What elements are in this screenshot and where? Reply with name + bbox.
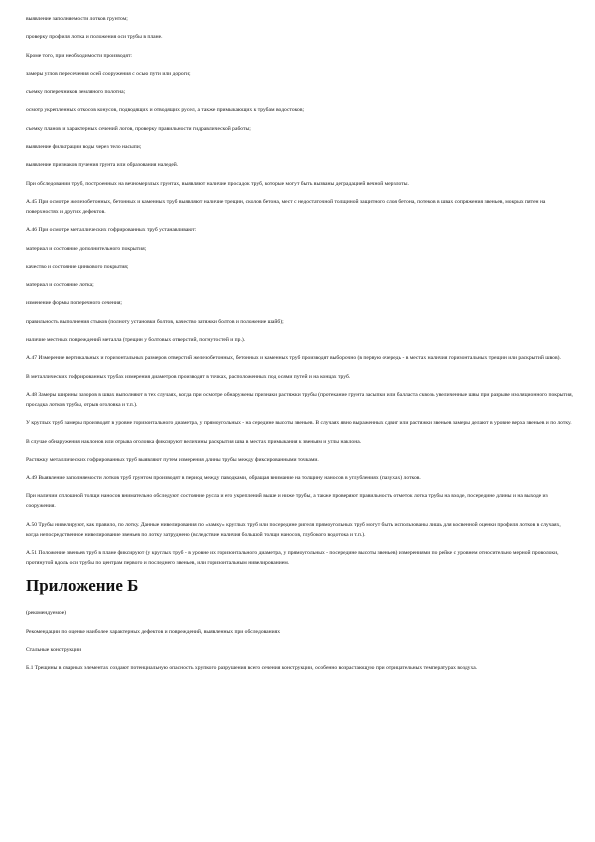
paragraph: выявление фильтрации воды через тело насыпи; <box>26 144 142 151</box>
paragraph: съемку поперечников земляного полотна; <box>26 89 126 96</box>
paragraph: А.50 Трубы нивелируют, как правило, по лотку. Данные нивелирования по «замку» круглых труб или посередине ригеля прямоугольных труб могут быть использованы лишь для косвенной оценки профиля лотков в случаях, когда непосредственное нивелирование звеньев по лотку затруднено (вследствие наличия большой толщи наносов, глубокого водотока и т.п.). <box>26 521 561 538</box>
paragraph: материал и состояние лотка; <box>26 282 94 289</box>
paragraph: наличие местных повреждений металла (трещин у болтовых отверстий, погнутостей и пр.). <box>26 337 246 344</box>
paragraph: качество и состояние цинкового покрытия; <box>26 263 129 270</box>
paragraph: замеры углов пересечения осей сооружения с осью пути или дороги; <box>26 70 191 77</box>
paragraph: (рекомендуемое) <box>26 610 67 617</box>
appendix-a-text <box>26 14 574 568</box>
paragraph: А.49 Выявление заполняемости лотков труб грунтом производят в период между паводками, обращая внимание на толщину наносов в углублениях (пазухах) лотков. <box>26 475 421 482</box>
paragraph: материал и состояние дополнительного покрытия; <box>26 245 147 252</box>
paragraph: У круглых труб замеры производят в уровне горизонтального диаметра, у прямоугольных - на середине высоты звеньев. В случаях явно выраженных сдвиг или растяжки звеньев замеры делают в уровне верха звеньев и по лотку. <box>26 420 572 427</box>
paragraph: съемку планов и характерных сечений логов, проверку правильности гидравлической работы; <box>26 125 251 132</box>
appendix-b-text <box>26 608 574 673</box>
paragraph: А.51 Положение звеньев труб в плане фиксируют (у круглых труб - в уровне их горизонтального диаметра, у прямоугольных - посередине высоты звеньев) измерениями по рейке с уровнем относительно мерной проволоки, протянутой вдоль оси трубы по центрам первого и последнего звеньев, или горизонтальным нивелированием. <box>26 550 559 567</box>
paragraph: В случае обнаружения наклонов или отрыва оголовка фиксируют величины раскрытия шва в местах примыкания к звеньям и углы наклона. <box>26 438 362 445</box>
paragraph: А.45 При осмотре железобетонных, бетонных и каменных труб выявляют наличие трещин, сколов бетона, мест с недостаточной толщиной защитного слоя бетона, потеков в швах сопряжения звеньев, мокрых пятен на поверхностях и других дефектов. <box>26 198 546 215</box>
paragraph: В металлических гофрированных трубах измерения диаметров производят в точках, расположенных под осями путей и на концах труб. <box>26 373 351 380</box>
paragraph: осмотр укрепленных откосов конусов, подводящих и отводящих русел, а также примыкающих к трубам водостоков; <box>26 107 305 114</box>
paragraph: Рекомендации по оценке наиболее характерных дефектов и повреждений, выявленных при обследованиях <box>26 628 281 635</box>
paragraph: выявление признаков пучения грунта или образования наледей. <box>26 162 179 169</box>
paragraph: выявление заполняемости лотков грунтом; <box>26 16 128 22</box>
paragraph: изменение формы поперечного сечения; <box>26 300 122 307</box>
paragraph: Стальные конструкции <box>26 646 82 653</box>
paragraph: Б.1 Трещины в сварных элементах создают потенциальную опасность хрупкого разрушения всего сечения конструкции, особенно возрастающую при отрицательных температурах воздуха. <box>26 665 478 672</box>
paragraph: правильность выполнения стыков (полноту установки болтов, качество затяжки болтов и положение шайб); <box>26 318 284 325</box>
paragraph: Кроме того, при необходимости производят: <box>26 52 132 59</box>
paragraph: Растяжку металлических гофрированных труб выявляют путем измерения длины трубы между фиксированными точками. <box>26 456 319 463</box>
paragraph: При обследовании труб, построенных на вечномерзлых грунтах, выявляют наличие просадок труб, которые могут быть вызваны деградацией вечной мерзлоты. <box>26 180 409 187</box>
document-page <box>26 14 574 682</box>
appendix-b-heading: Приложение Б <box>26 576 139 596</box>
paragraph: А.46 При осмотре металлических гофрированных труб устанавливают: <box>26 227 197 234</box>
paragraph: При наличии сплошной толщи наносов внимательно обследуют состояние русла и его укреплений выше и ниже трубы, а также проверяют правильность отметок лотка трубы на входе, посередине длины и на выходе из сооружения. <box>26 493 548 510</box>
paragraph: проверку профиля лотка и положения оси трубы в плане. <box>26 34 163 41</box>
paragraph: А.48 Замеры ширины зазоров в швах выполняют в тех случаях, когда при осмотре обнаружены признаки растяжки трубы (протекание грунта засыпки или балласта сквозь увеличенные швы при разрыве изоляционного покрытия, просадка лотков трубы, отрыв оголовка и т.п.). <box>26 391 573 408</box>
paragraph: А.47 Измерение вертикальных и горизонтальных размеров отверстий железобетонных, бетонных и каменных труб производят выборочно (в первую очередь - в местах наличия горизонтальных трещин или раскрытий швов). <box>26 355 561 362</box>
